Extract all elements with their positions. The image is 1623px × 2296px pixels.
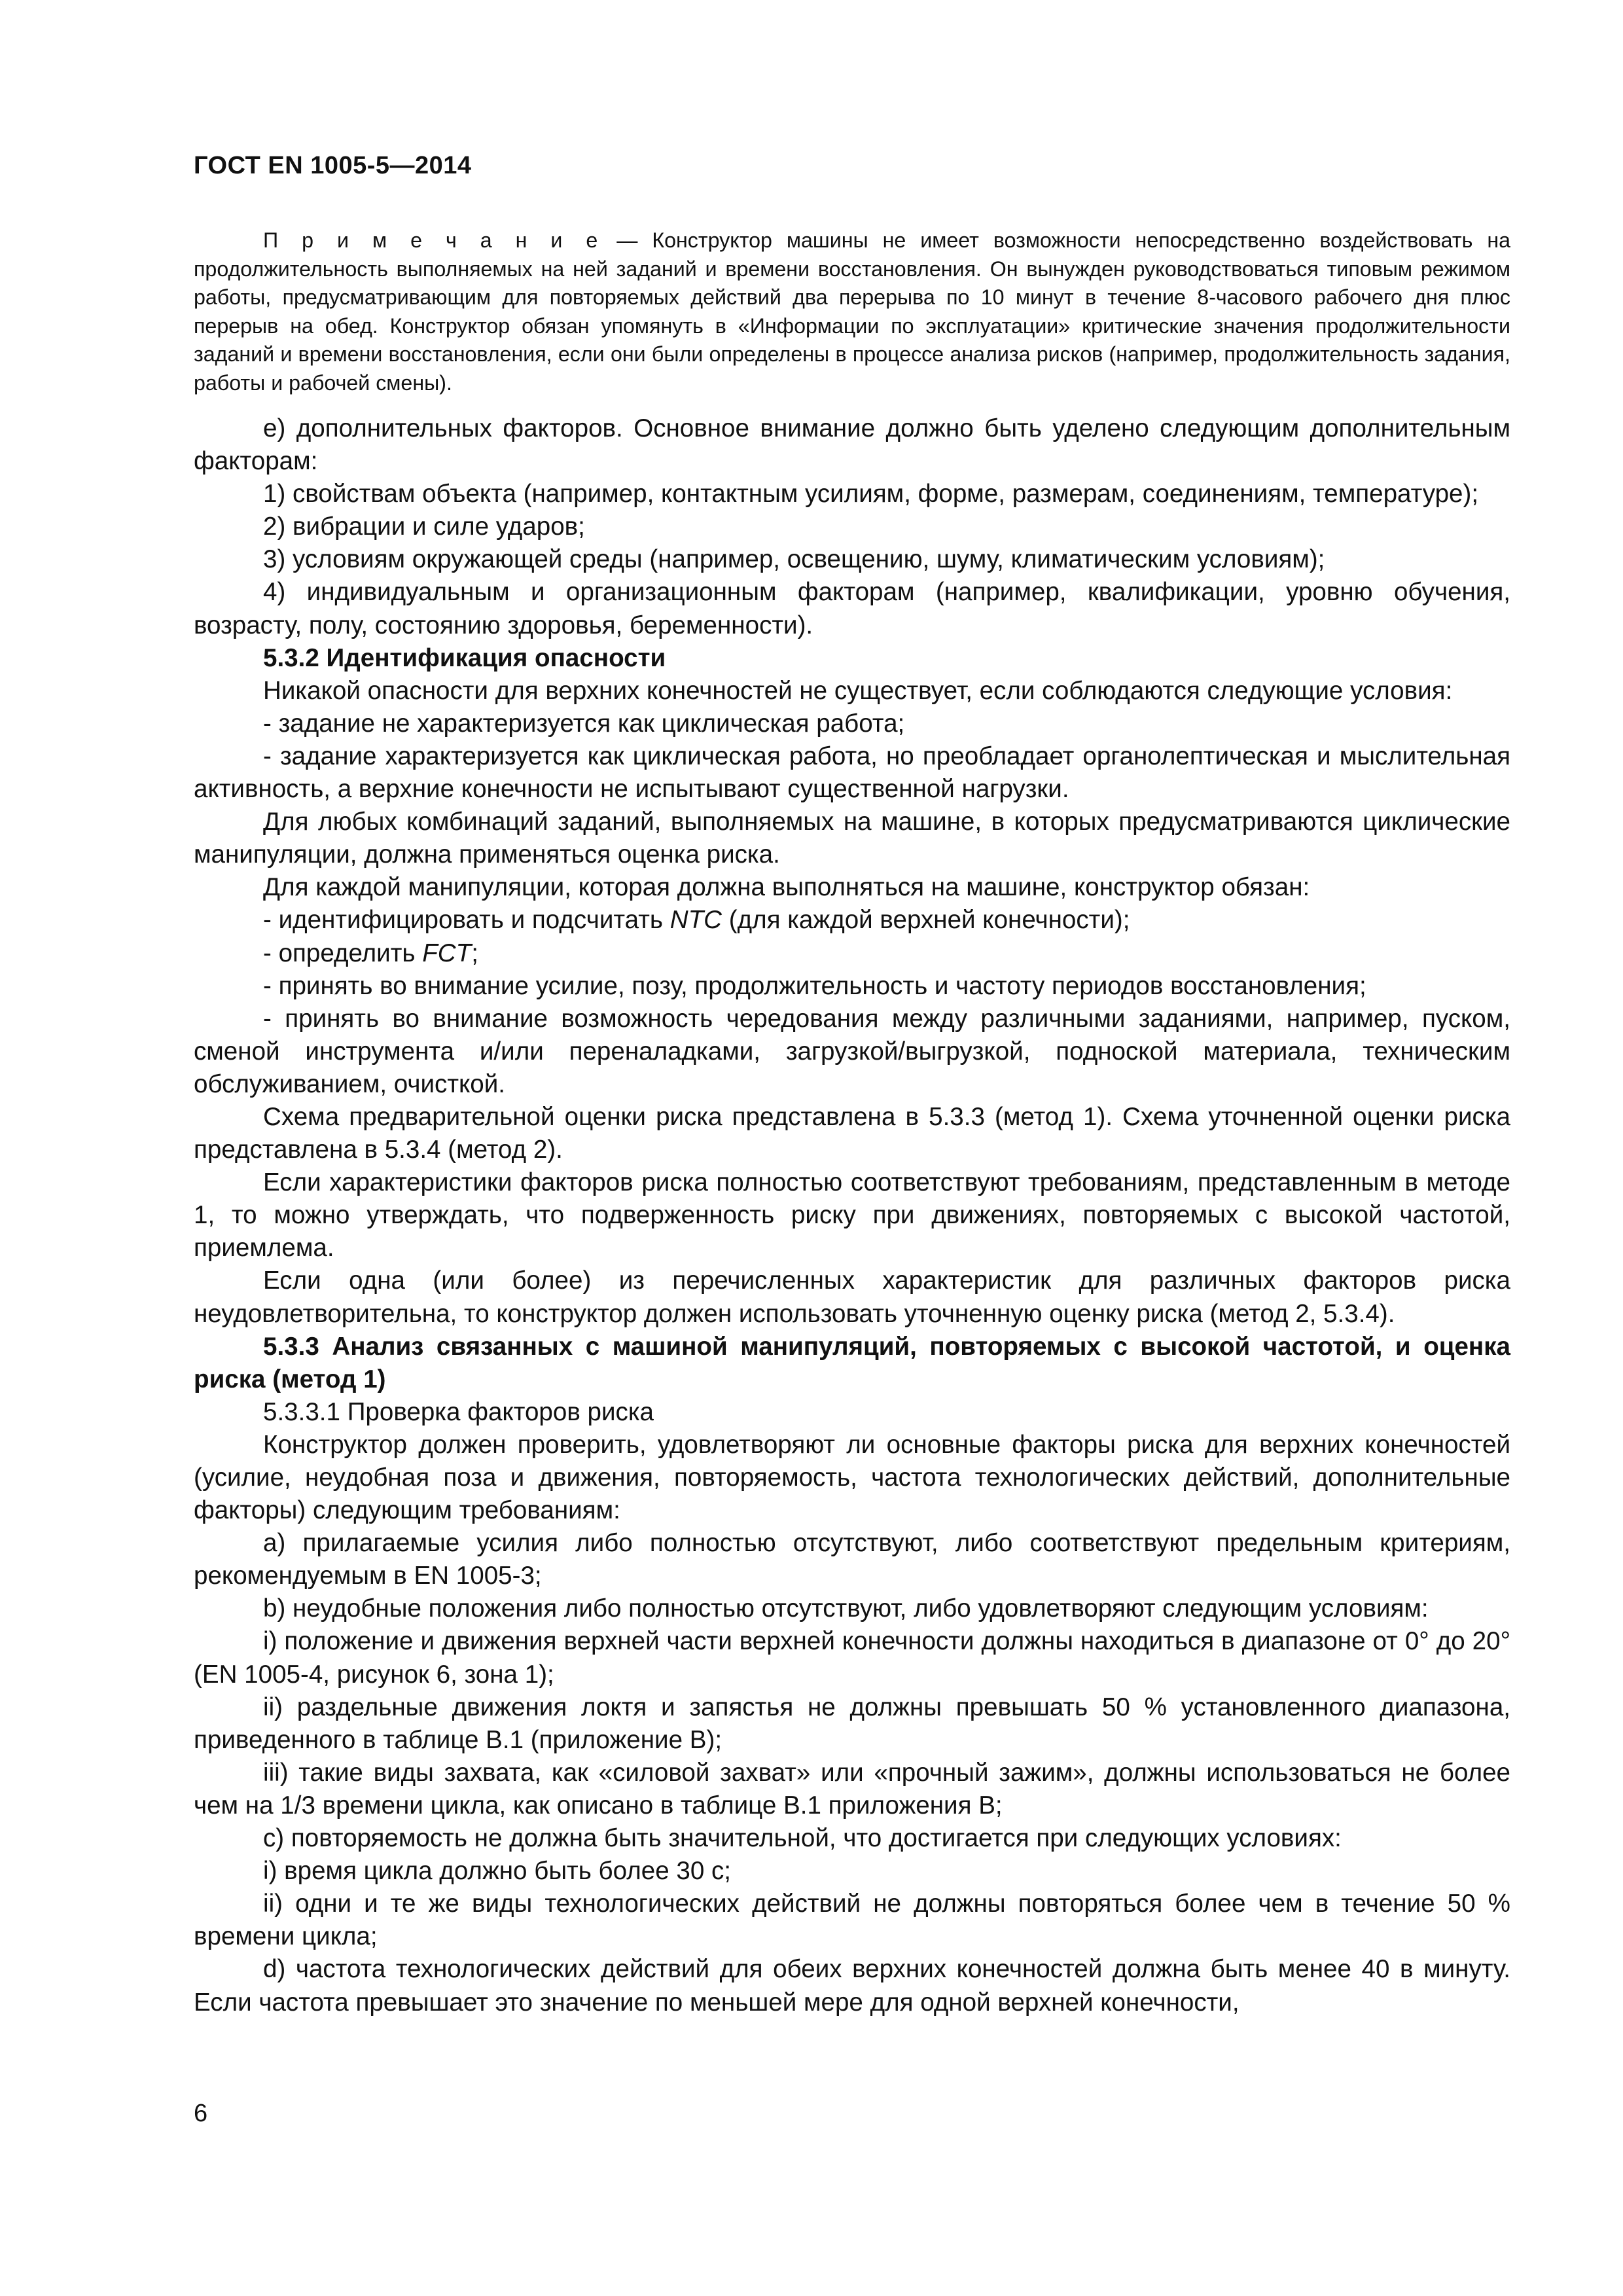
text-run: (для каждой верхней конечности); [722, 906, 1130, 935]
list-item-c: c) повторяемость не должна быть значительной, что достигается при следующих условиях: [263, 1824, 1342, 1853]
list-item-1: 1) свойствам объекта (например, контактным усилиям, форме, размерам, соединениям, температуре); [263, 480, 1479, 509]
dash-item: - задание не характеризуется как циклическая работа; [263, 709, 905, 738]
list-item-a: a) прилагаемые усилия либо полностью отсутствуют, либо соответствуют предельным критериям, рекомендуемым в EN 1005-3; [194, 1529, 1510, 1590]
paragraph: Если характеристики факторов риска полностью соответствуют требованиям, представленным в методе 1, то можно утверждать, что подверженность риску при движениях, повторяемых с высокой частотой, приемлема. [194, 1168, 1510, 1263]
list-item-d: d) частота технологических действий для обеих верхних конечностей должна быть менее 40 в минуту. Если частота превышает это значение по меньшей мере для одной верхней конечности, [194, 1955, 1510, 2017]
text-run: - идентифицировать и подсчитать [263, 906, 670, 935]
document-header: ГОСТ EN 1005-5—2014 [194, 152, 472, 179]
list-item-i: i) время цикла должно быть более 30 с; [263, 1857, 732, 1886]
list-item-ii: ii) раздельные движения локтя и запястья не должны превышать 50 % установленного диапазона, приведенного в таблице B.1 (приложение B); [194, 1693, 1510, 1754]
paragraph-e: е) дополнительных факторов. Основное внимание должно быть уделено следующим дополнительным факторам: [194, 414, 1510, 476]
body-text [194, 412, 1510, 2019]
list-item-i: i) положение и движения верхней части верхней конечности должны находиться в диапазоне от 0° до 20° (EN 1005-4, рисунок 6, зона 1); [194, 1627, 1510, 1689]
text-run: ; [471, 939, 478, 967]
dash-item [194, 904, 1510, 937]
paragraph: Никакой опасности для верхних конечностей не существует, если соблюдаются следующие условия: [263, 676, 1453, 705]
note-block [194, 226, 1510, 398]
dash-item: - принять во внимание усилие, позу, продолжительность и частоту периодов восстановления; [263, 971, 1366, 1000]
paragraph: Для любых комбинаций заданий, выполняемых на машине, в которых предусматриваются циклические манипуляции, должна применяться оценка риска. [194, 808, 1510, 869]
paragraph: Если одна (или более) из перечисленных характеристик для различных факторов риска неудовлетворительна, то конструктор должен использовать уточненную оценку риска (метод 2, 5.3.4). [194, 1266, 1510, 1328]
note-paragraph [194, 226, 1510, 398]
document-page [194, 0, 1510, 2296]
ntc-term: NTC [669, 906, 722, 935]
note-label: П р и м е ч а н и е [263, 228, 603, 252]
list-item-iii: iii) такие виды захвата, как «силовой захват» или «прочный зажим», должны использоваться не более чем на 1/3 времени цикла, как описано в таблице B.1 приложения B; [194, 1758, 1510, 1820]
subsection-heading-5-3-3-1: 5.3.3.1 Проверка факторов риска [263, 1397, 654, 1426]
dash-item: - задание характеризуется как циклическая работа, но преобладает органолептическая и мыслительная активность, а верхние конечности не испытывают существенной нагрузки. [194, 742, 1510, 804]
paragraph: Конструктор должен проверить, удовлетворяют ли основные факторы риска для верхних конечностей (усилие, неудобная поза и движения, повторяемость, частота технологических действий, дополнительные факторы) следующим требованиям: [194, 1430, 1510, 1525]
paragraph: Схема предварительной оценки риска представлена в 5.3.3 (метод 1). Схема уточненной оценки риска представлена в 5.3.4 (метод 2). [194, 1102, 1510, 1164]
list-item-4: 4) индивидуальным и организационным факторам (например, квалификации, уровню обучения, возрасту, полу, состоянию здоровья, беременности). [194, 578, 1510, 639]
paragraph: Для каждой манипуляции, которая должна выполняться на машине, конструктор обязан: [263, 873, 1310, 902]
dash-item: - принять во внимание возможность чередования между различными заданиями, например, пуском, сменой инструмента и/или переналадками, загрузкой/выгрузкой, подноской материала, техническим обслуживанием, очисткой. [194, 1004, 1510, 1098]
dash-item [194, 937, 1510, 970]
list-item-2: 2) вибрации и силе ударов; [263, 512, 585, 541]
note-text: — Конструктор машины не имеет возможности непосредственно воздействовать на продолжительность выполняемых на ней заданий и времени восстановления. Он вынужден руководствоваться типовым режимом работы, предусматривающим для повторяемых действий два перерыва по 10 минут в течение 8-часового рабочего дня плюс перерыв на обед. Конструктор обязан упомянуть в «Информации по эксплуатации» критические значения продолжительности заданий и времени восстановления, если они были определены в процессе анализа рисков (например, продолжительность задания, работы и рабочей смены). [194, 228, 1510, 395]
section-heading-5-3-2: 5.3.2 Идентификация опасности [263, 643, 666, 672]
list-item-b: b) неудобные положения либо полностью отсутствуют, либо удовлетворяют следующим условиям: [263, 1594, 1429, 1623]
fct-term: FCT [422, 939, 472, 967]
section-heading-5-3-3: 5.3.3 Анализ связанных с машиной манипуляций, повторяемых с высокой частотой, и оценка риска (метод 1) [194, 1332, 1510, 1393]
text-run: - определить [263, 939, 423, 967]
list-item-ii: ii) одни и те же виды технологических действий не должны повторяться более чем в течение 50 % времени цикла; [194, 1890, 1510, 1951]
page-number: 6 [194, 2100, 208, 2127]
list-item-3: 3) условиям окружающей среды (например, освещению, шуму, климатическим условиям); [263, 545, 1325, 574]
